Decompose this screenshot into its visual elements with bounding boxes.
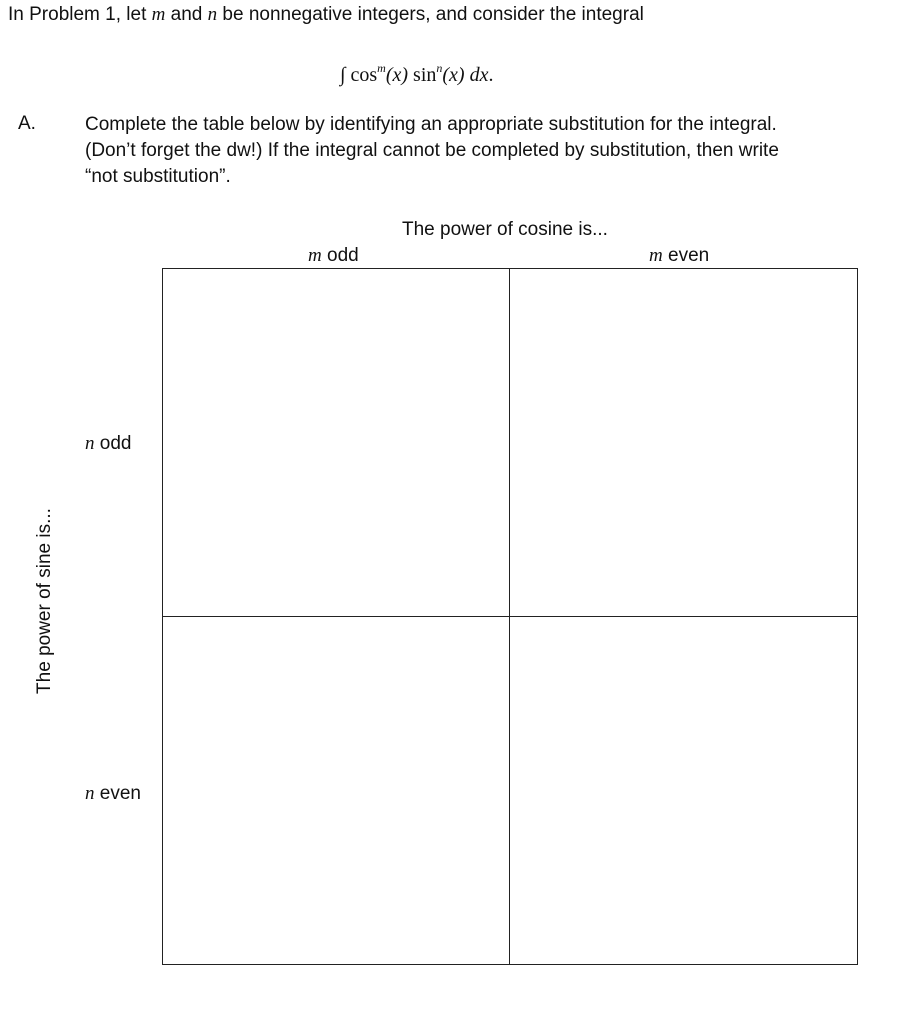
integral-sign: ∫: [340, 64, 346, 86]
instruction-line: Complete the table below by identifying an appropriate substitution for the integral.: [85, 114, 777, 135]
sin-function: sin: [413, 64, 437, 86]
sin-argument: (x): [442, 64, 465, 86]
row-parity: odd: [94, 433, 132, 454]
formula-period: .: [488, 64, 494, 86]
part-label: A.: [18, 113, 36, 134]
cos-argument: (x): [385, 64, 409, 86]
intro-text: In Problem 1, let: [8, 4, 152, 25]
row-header-n-even: [85, 782, 141, 806]
row-header-n-odd: [85, 432, 131, 456]
column-parity: odd: [321, 245, 359, 266]
column-header-m-odd: [308, 244, 359, 268]
column-header-m-even: [649, 244, 709, 268]
row-axis-title: The power of sine is...: [34, 508, 55, 694]
sin-exponent: n: [436, 61, 443, 75]
answer-cell-n-even-m-even[interactable]: [510, 617, 857, 965]
cos-exponent: m: [377, 61, 386, 75]
answer-cell-n-odd-m-odd[interactable]: [163, 269, 510, 617]
problem-intro: [8, 2, 644, 28]
var-m: m: [151, 4, 166, 25]
intro-rest: be nonnegative integers, and consider the integral: [217, 4, 644, 25]
row-var: n: [85, 433, 95, 454]
answer-cell-n-odd-m-even[interactable]: [510, 269, 857, 617]
column-parity: even: [662, 245, 710, 266]
column-var: m: [308, 245, 322, 266]
integral-formula: [340, 54, 493, 89]
var-n: n: [207, 4, 218, 25]
instructions: [85, 112, 885, 190]
column-axis-title: The power of cosine is...: [402, 219, 608, 240]
row-parity: even: [94, 783, 141, 804]
instruction-line: “not substitution”.: [85, 166, 231, 187]
column-var: m: [649, 245, 663, 266]
intro-and: and: [165, 4, 208, 25]
instruction-line: (Don’t forget the dw!) If the integral cannot be completed by substitution, then write: [85, 140, 779, 161]
cos-function: cos: [350, 64, 378, 86]
row-var: n: [85, 783, 95, 804]
answer-cell-n-even-m-odd[interactable]: [163, 617, 510, 965]
differential: dx: [469, 64, 489, 86]
answer-table: [162, 268, 858, 965]
